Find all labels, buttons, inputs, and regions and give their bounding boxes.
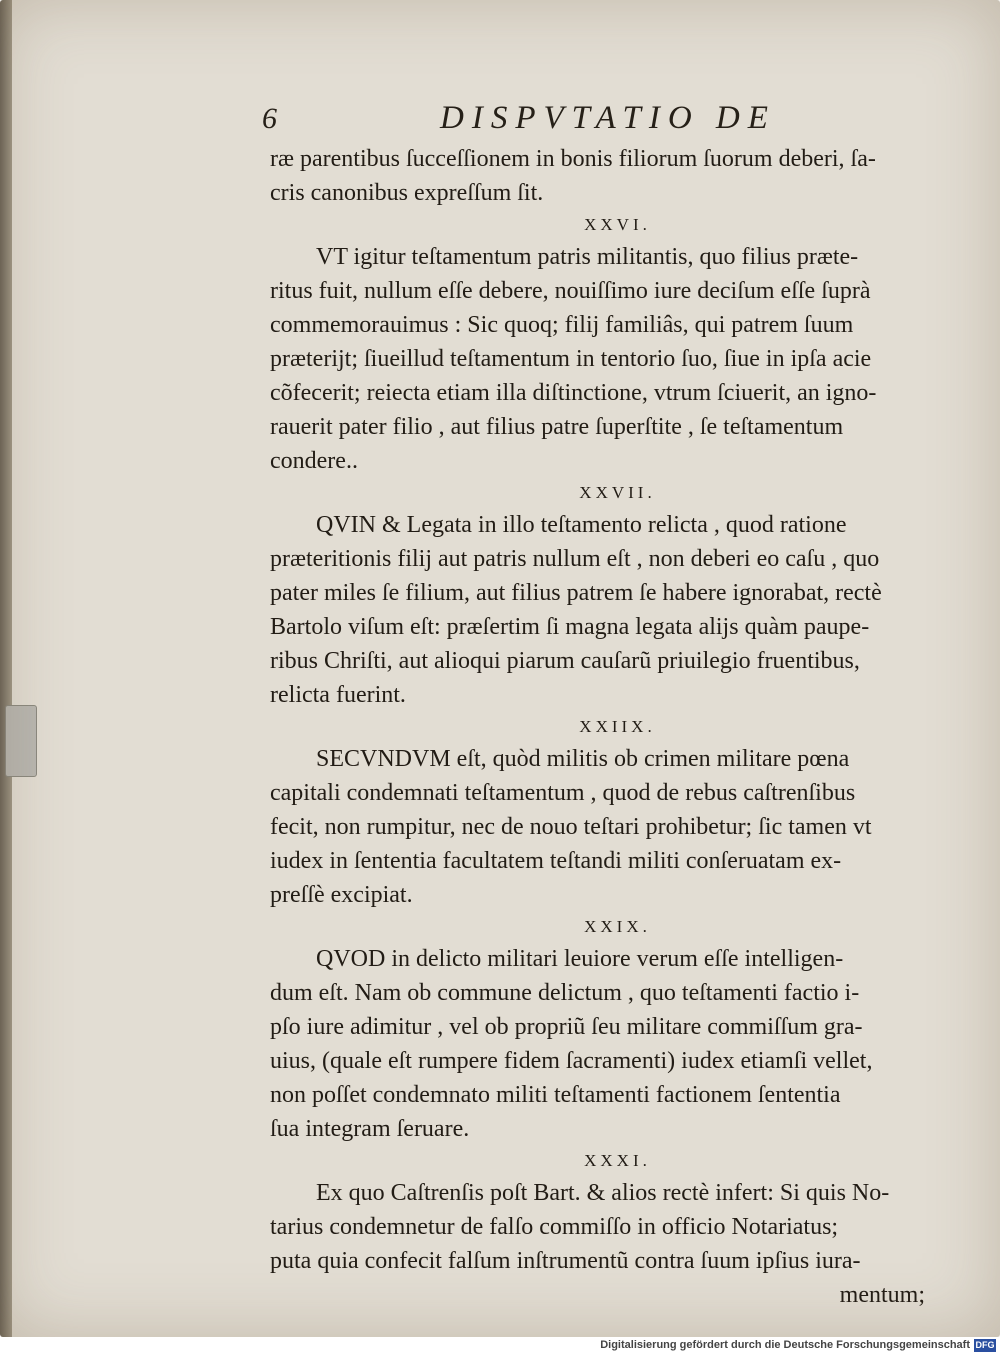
text-line: non poſſet condemnato militi teſtamenti factionem ſententia <box>270 1082 841 1108</box>
text-line: rauerit pater filio , aut filius patre ſuperſtite , ſe teſtamentum <box>270 414 844 440</box>
digitization-credit: Digitalisierung gefördert durch die Deutsche Forschungsgemeinschaft <box>600 1339 970 1351</box>
section-numeral: XXVI. <box>584 215 651 234</box>
text-line: condere.. <box>270 448 358 474</box>
text-line: Ex quo Caſtrenſis poſt Bart. & alios rectè infert: Si quis No- <box>316 1180 890 1206</box>
footer-strip <box>0 1337 1000 1357</box>
text-line: uius, (quale eſt rumpere fidem ſacramenti) iudex etiamſi vellet, <box>270 1048 873 1074</box>
text-line: iudex in ſententia facultatem teſtandi militi conſeruatam ex- <box>270 848 842 874</box>
text-line: cris canonibus expreſſum ſit. <box>270 180 544 206</box>
text-line: ræ parentibus ſucceſſionem in bonis filiorum ſuorum deberi, ſa- <box>270 146 876 172</box>
section-numeral: XXXI. <box>584 1151 651 1170</box>
text-line: cõfecerit; reiecta etiam illa diſtinctione, vtrum ſciuerit, an igno- <box>270 380 877 406</box>
text-line: pſo iure adimitur , vel ob propriũ ſeu militare commiſſum gra- <box>270 1014 863 1040</box>
text-line: QVOD in delicto militari leuiore verum eſſe intelligen- <box>316 946 844 972</box>
text-line: præteritionis filij aut patris nullum eſt , non deberi eo caſu , quo <box>270 546 880 572</box>
dfg-logo: DFG <box>975 1340 995 1350</box>
text-line: fecit, non rumpitur, nec de nouo teſtari prohibetur; ſic tamen vt <box>270 814 872 840</box>
page-number: 6 <box>262 102 277 135</box>
text-line: capitali condemnati teſtamentum , quod de rebus caſtrenſibus <box>270 780 856 806</box>
text-line: relicta fuerint. <box>270 682 406 708</box>
text-line: puta quia confecit falſum inſtrumentũ contra ſuum ipſius iura- <box>270 1248 861 1274</box>
section-numeral: XXVII. <box>579 483 656 502</box>
text-line: mentum; <box>839 1282 925 1308</box>
text-line: ribus Chriſti, aut alioqui piarum cauſarũ priuilegio fruentibus, <box>270 648 860 674</box>
text-line: VT igitur teſtamentum patris militantis, quo filius præte- <box>316 244 859 270</box>
text-line: dum eſt. Nam ob commune delictum , quo teſtamenti factio i- <box>270 980 860 1006</box>
text-line: preſſè excipiat. <box>270 882 413 908</box>
text-line: ſua integram ſeruare. <box>270 1116 470 1142</box>
text-line: pater miles ſe filium, aut filius patrem ſe habere ignorabat, rectè <box>270 580 882 606</box>
page-header <box>262 96 922 142</box>
text-line: commemorauimus : Sic quoq; filij familiâs, qui patrem ſuum <box>270 312 854 338</box>
running-title: DISPVTATIO DE <box>440 100 776 136</box>
text-line: ritus fuit, nullum eſſe debere, nouiſſimo iure deciſum eſſe ſuprà <box>270 278 871 304</box>
text-line: QVIN & Legata in illo teſtamento relicta , quod ratione <box>316 512 847 538</box>
section-numeral: XXIX. <box>584 917 651 936</box>
section-numeral: XXIIX. <box>579 717 656 736</box>
binding-clip <box>5 705 37 777</box>
text-line: SECVNDVM eſt, quòd militis ob crimen militare pœna <box>316 746 850 772</box>
body-text <box>270 142 925 1312</box>
text-line: Bartolo viſum eſt: præſertim ſi magna legata alijs quàm paupe- <box>270 614 870 640</box>
text-line: tarius condemnetur de falſo commiſſo in officio Notariatus; <box>270 1214 839 1240</box>
text-line: præterijt; ſiueillud teſtamentum in tentorio ſuo, ſiue in ipſa acie <box>270 346 872 372</box>
